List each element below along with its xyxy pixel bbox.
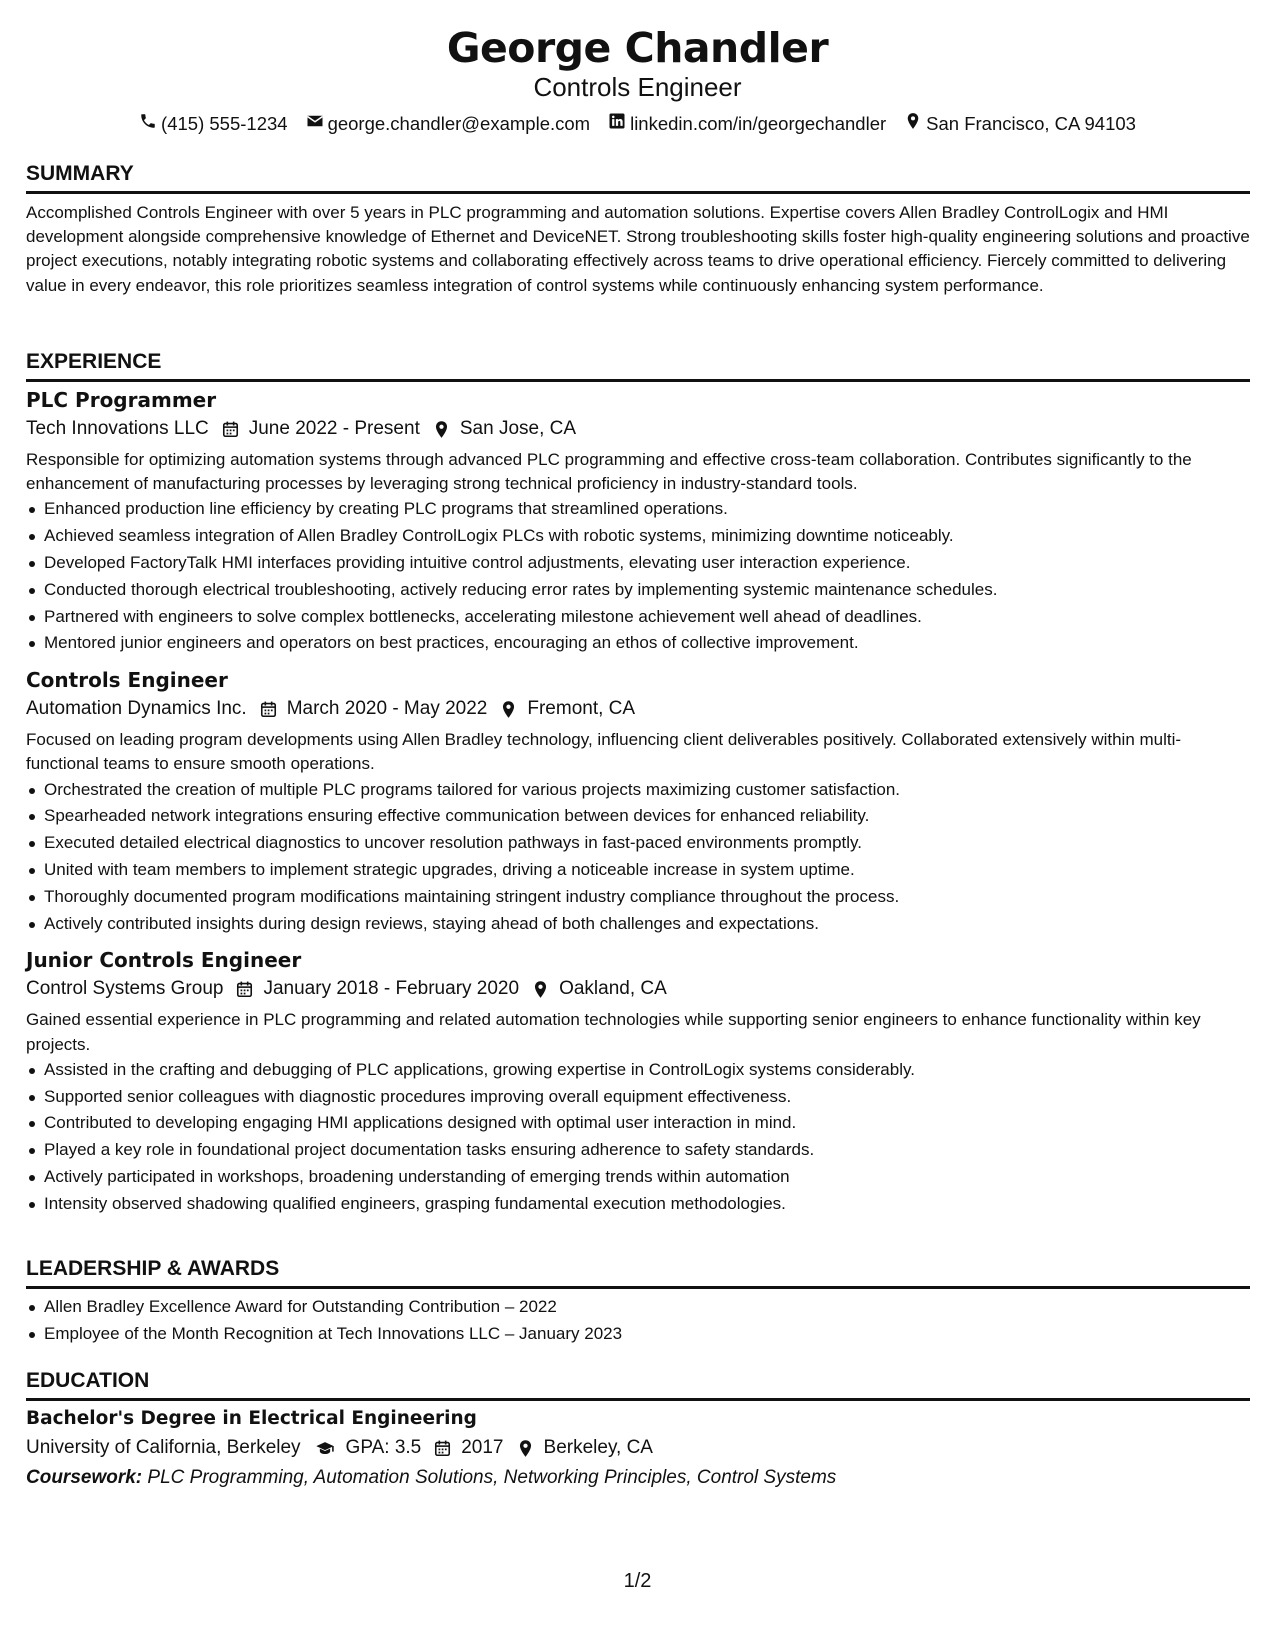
map-pin-icon: [519, 980, 559, 999]
calendar-icon: [209, 420, 249, 439]
contact-location: [904, 112, 1136, 136]
candidate-name: George Chandler: [446, 24, 829, 72]
company-name: Control Systems Group: [26, 978, 224, 1000]
job-bullets: [26, 1057, 1250, 1218]
candidate-title: Controls Engineer: [533, 72, 742, 102]
job-entry: [26, 387, 1250, 657]
list-item: United with team members to implement strategic upgrades, driving a noticeable increase in system uptime.: [26, 857, 1250, 884]
section-divider: [26, 1398, 1250, 1401]
list-item: Allen Bradley Excellence Award for Outstanding Contribution – 2022: [26, 1294, 1250, 1321]
list-item: Thoroughly documented program modifications maintaining stringent industry compliance throughout the process.: [26, 884, 1250, 911]
leadership-section: [26, 1255, 1250, 1348]
list-item: Developed FactoryTalk HMI interfaces providing intuitive control adjustments, elevating user interaction experience.: [26, 550, 1250, 577]
map-pin-icon: [420, 420, 460, 439]
graduation-year: 2017: [461, 1437, 504, 1458]
job-location: San Jose, CA: [459, 418, 577, 439]
section-heading: EDUCATION: [26, 1369, 150, 1392]
envelope-icon: [306, 112, 324, 136]
contact-phone: [139, 112, 288, 136]
job-title: Controls Engineer: [26, 668, 228, 693]
map-pin-icon: [504, 1439, 544, 1458]
section-divider: [26, 1286, 1250, 1289]
job-description: Gained essential experience in PLC programming and related automation technologies while supporting senior engineers to enhance functionality within key projects.: [26, 1010, 1201, 1054]
job-description: Focused on leading program developments using Allen Bradley technology, influencing client deliverables positively. Collaborated extensively within multi-functional teams to ensure smooth operations.: [26, 730, 1182, 774]
section-heading: LEADERSHIP & AWARDS: [26, 1257, 280, 1280]
school-location: Berkeley, CA: [543, 1437, 653, 1458]
contact-email[interactable]: [306, 112, 591, 136]
job-title: Junior Controls Engineer: [26, 948, 302, 973]
list-item: Contributed to developing engaging HMI applications designed with optimal user interaction in mind.: [26, 1110, 1250, 1137]
job-bullets: [26, 496, 1250, 657]
list-item: Assisted in the crafting and debugging of PLC applications, growing expertise in ControlLogix systems considerably.: [26, 1057, 1250, 1084]
linkedin-text[interactable]: linkedin.com/in/georgechandler: [630, 113, 887, 134]
job-entry: [26, 667, 1250, 937]
degree-title: Bachelor's Degree in Electrical Engineering: [26, 1408, 477, 1429]
list-item: Intensity observed shadowing qualified engineers, grasping fundamental execution methodologies.: [26, 1191, 1250, 1218]
school-name: University of California, Berkeley: [26, 1437, 301, 1458]
list-item: Mentored junior engineers and operators on best practices, encouraging an ethos of collective improvement.: [26, 630, 1250, 657]
graduation-cap-icon: [301, 1439, 346, 1458]
list-item: Spearheaded network integrations ensuring effective communication between devices for enhanced reliability.: [26, 803, 1250, 830]
gpa-text: GPA: 3.5: [345, 1437, 422, 1458]
contact-linkedin[interactable]: [608, 112, 886, 136]
job-dates: March 2020 - May 2022: [286, 698, 488, 720]
coursework-line: [26, 1465, 1250, 1491]
summary-text: Accomplished Controls Engineer with over 5 years in PLC programming and automation solutions. Expertise covers Allen Bradley ControlLogix and HMI development alongside comprehensive knowledge of Ethernet and DeviceNET. Strong troubleshooting skills foster high-quality engineering solutions and proactive project executions, notably integrating robotic systems and collaborating effectively across teams to drive operational efficiency. Fiercely committed to delivering value in every endeavor, this role prioritizes seamless integration of control systems while continuously enhancing system performance.: [26, 203, 1250, 295]
calendar-icon: [223, 980, 263, 999]
list-item: Enhanced production line efficiency by creating PLC programs that streamlined operations.: [26, 496, 1250, 523]
list-item: Actively participated in workshops, broadening understanding of emerging trends within automation: [26, 1164, 1250, 1191]
job-meta: [26, 976, 1250, 1002]
job-entry: [26, 947, 1250, 1217]
section-divider: [26, 191, 1250, 194]
list-item: Played a key role in foundational project documentation tasks ensuring adherence to safety standards.: [26, 1137, 1250, 1164]
education-meta: [26, 1435, 1250, 1461]
section-divider: [26, 379, 1250, 382]
list-item: Supported senior colleagues with diagnostic procedures improving overall equipment effectiveness.: [26, 1084, 1250, 1111]
list-item: Partnered with engineers to solve complex bottlenecks, accelerating milestone achievement well ahead of deadlines.: [26, 604, 1250, 631]
list-item: Actively contributed insights during design reviews, staying ahead of both challenges and expectations.: [26, 911, 1250, 938]
page-number: 1/2: [623, 1570, 652, 1592]
list-item: Achieved seamless integration of Allen Bradley ControlLogix PLCs with robotic systems, minimizing downtime noticeably.: [26, 523, 1250, 550]
summary-section: [26, 160, 1250, 298]
company-name: Tech Innovations LLC: [26, 418, 209, 439]
section-heading: SUMMARY: [26, 162, 134, 185]
awards-list: [26, 1294, 1250, 1348]
list-item: Employee of the Month Recognition at Tech Innovations LLC – January 2023: [26, 1321, 1250, 1348]
coursework-label: Coursework:: [26, 1467, 143, 1488]
job-dates: June 2022 - Present: [248, 418, 420, 439]
calendar-icon: [421, 1439, 461, 1458]
email-text[interactable]: george.chandler@example.com: [327, 113, 591, 134]
job-meta: [26, 416, 1250, 442]
job-dates: January 2018 - February 2020: [263, 978, 520, 1000]
job-meta: [26, 696, 1250, 722]
job-bullets: [26, 777, 1250, 938]
linkedin-icon: [608, 112, 626, 136]
calendar-icon: [247, 700, 287, 719]
list-item: Conducted thorough electrical troubleshooting, actively reducing error rates by implementing systemic maintenance schedules.: [26, 577, 1250, 604]
map-pin-icon: [904, 112, 922, 136]
education-section: [26, 1367, 1250, 1491]
job-location: Fremont, CA: [527, 698, 636, 720]
location-text: San Francisco, CA 94103: [926, 113, 1136, 134]
resume-header: [0, 22, 1275, 136]
experience-section: [26, 348, 1250, 1218]
job-description: Responsible for optimizing automation systems through advanced PLC programming and effective cross-team collaboration. Contributes significantly to the enhancement of manufacturing processes by leveraging strong technical proficiency in industry-standard tools.: [26, 450, 1192, 494]
map-pin-icon: [487, 700, 527, 719]
contact-line: [0, 112, 1275, 136]
phone-icon: [139, 112, 157, 136]
phone-text: (415) 555-1234: [161, 113, 288, 134]
list-item: Orchestrated the creation of multiple PLC programs tailored for various projects maximizing customer satisfaction.: [26, 777, 1250, 804]
coursework-text: PLC Programming, Automation Solutions, Networking Principles, Control Systems: [147, 1467, 837, 1488]
job-location: Oakland, CA: [559, 978, 667, 1000]
list-item: Executed detailed electrical diagnostics to uncover resolution pathways in fast-paced environments promptly.: [26, 830, 1250, 857]
company-name: Automation Dynamics Inc.: [26, 698, 247, 720]
section-heading: EXPERIENCE: [26, 350, 162, 373]
job-title: PLC Programmer: [26, 388, 217, 412]
